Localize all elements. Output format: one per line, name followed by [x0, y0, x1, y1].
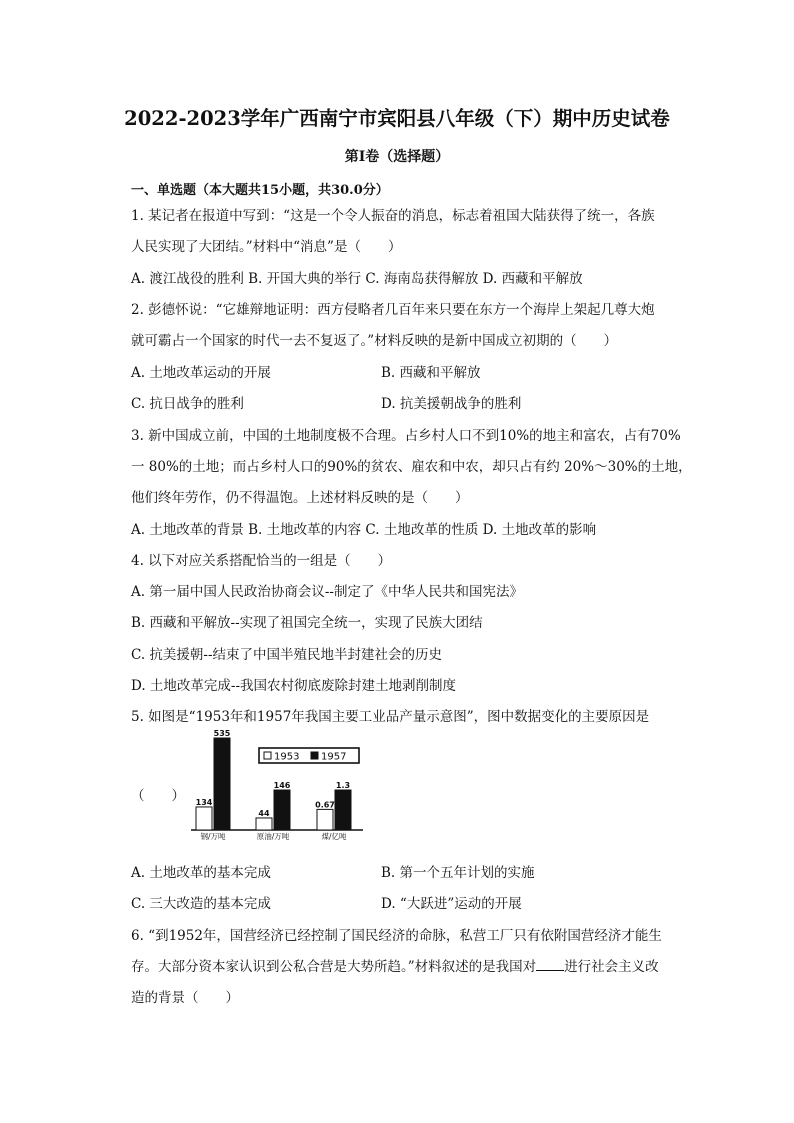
- q5-option-a: A. 土地改革的基本完成: [131, 865, 271, 881]
- q2-option-c: C. 抗日战争的胜利: [131, 396, 244, 412]
- bar-label-1957-1: 146: [273, 781, 291, 790]
- bar-label-1953-2: 0.67: [315, 800, 335, 810]
- bar-1953-1: [256, 818, 272, 830]
- q6-stem-line3: 造的背景（ ）: [131, 990, 239, 1006]
- q4-stem: 4. 以下对应关系搭配恰当的一组是（ ）: [131, 553, 392, 569]
- legend-swatch-1957: [311, 752, 318, 759]
- q3-stem-line1: 3. 新中国成立前，中国的土地制度极不合理。占乡村人口不到10%的地主和富农，占有70%: [131, 428, 681, 444]
- q1-stem-line2: 人民实现了大团结。”材料中“消息”是（ ）: [131, 239, 402, 255]
- exam-title: 2022-2023学年广西南宁市宾阳县八年级（下）期中历史试卷: [124, 107, 670, 130]
- part-title: 第Ⅰ卷（选择题）: [344, 149, 450, 165]
- legend-swatch-1953: [264, 752, 271, 759]
- bar-label-1957-2: 1.3: [335, 781, 351, 790]
- q2-option-d: D. 抗美援朝战争的胜利: [381, 396, 522, 412]
- q3-options: A. 土地改革的背景 B. 土地改革的内容 C. 土地改革的性质 D. 土地改革的影响: [131, 522, 597, 538]
- bar-1953-2: [317, 809, 333, 830]
- q1-options: A. 渡江战役的胜利 B. 开国大典的举行 C. 海南岛获得解放 D. 西藏和平解放: [131, 271, 583, 287]
- bar-1957-1: [274, 790, 290, 830]
- category-label-0: 钢/万吨: [200, 832, 226, 840]
- bar-label-1953-1: 44: [258, 808, 270, 818]
- q5-option-b: B. 第一个五年计划的实施: [381, 865, 535, 881]
- bar-chart-svg: [131, 730, 381, 840]
- legend-label-1957: 1957: [321, 751, 347, 763]
- q6-answer-blank: [536, 958, 564, 971]
- q4-option-d: D. 土地改革完成--我国农村彻底废除封建土地剥削制度: [131, 678, 457, 694]
- q1-stem-line1: 1. 某记者在报道中写到：“这是一个令人振奋的消息，标志着祖国大陆获得了统一，各族: [131, 208, 655, 224]
- q2-stem-line2: 就可霸占一个国家的时代一去不复返了。”材料反映的是新中国成立初期的（ ）: [131, 333, 618, 349]
- bar-1957-2: [335, 790, 351, 830]
- q5-chart: [131, 730, 381, 840]
- q5-stem: 5. 如图是“1953年和1957年我国主要工业品产量示意图”，图中数据变化的主要原因是: [131, 709, 650, 725]
- bar-1953-0: [196, 807, 212, 830]
- q4-option-a: A. 第一届中国人民政治协商会议--制定了《中华人民共和国宪法》: [131, 584, 523, 600]
- q2-stem-line1: 2. 彭德怀说：“它雄辩地证明：西方侵略者几百年来只要在东方一个海岸上架起几尊大炮: [131, 302, 655, 318]
- category-label-2: 煤/亿吨: [321, 832, 347, 840]
- q5-option-c: C. 三大改造的基本完成: [131, 896, 271, 912]
- q6-stem-line1: 6. “到1952年，国营经济已经控制了国民经济的命脉，私营工厂只有依附国营经济才能生: [131, 928, 662, 944]
- category-label-1: 原油/万吨: [256, 832, 290, 840]
- bar-label-1953-0: 134: [195, 797, 213, 807]
- q5-answer-paren: （ ）: [131, 788, 185, 804]
- q2-option-b: B. 西藏和平解放: [381, 365, 481, 381]
- q6-stem-line2: [131, 958, 659, 976]
- section-heading: 一、单选题（本大题共15小题，共30.0分）: [131, 183, 389, 198]
- q4-option-b: B. 西藏和平解放--实现了祖国完全统一，实现了民族大团结: [131, 615, 483, 631]
- q3-stem-line3: 他们终年劳作，仍不得温饱。上述材料反映的是（ ）: [131, 490, 469, 506]
- bar-1957-0: [214, 738, 230, 830]
- bar-label-1957-0: 535: [213, 730, 231, 738]
- q4-option-c: C. 抗美援朝--结束了中国半殖民地半封建社会的历史: [131, 647, 443, 663]
- q6-stem-line2-end: 进行社会主义改: [564, 959, 659, 975]
- q3-stem-line2: 一 80%的土地；而占乡村人口的90%的贫农、雇农和中农，却只占有约 20%～30%的土地，: [131, 459, 692, 475]
- q5-option-d: D. “大跃进”运动的开展: [381, 896, 522, 912]
- q6-stem-line2-start: 存。大部分资本家认识到公私合营是大势所趋。”材料叙述的是我国对: [131, 959, 537, 975]
- legend-label-1953: 1953: [274, 751, 300, 763]
- q2-option-a: A. 土地改革运动的开展: [131, 365, 271, 381]
